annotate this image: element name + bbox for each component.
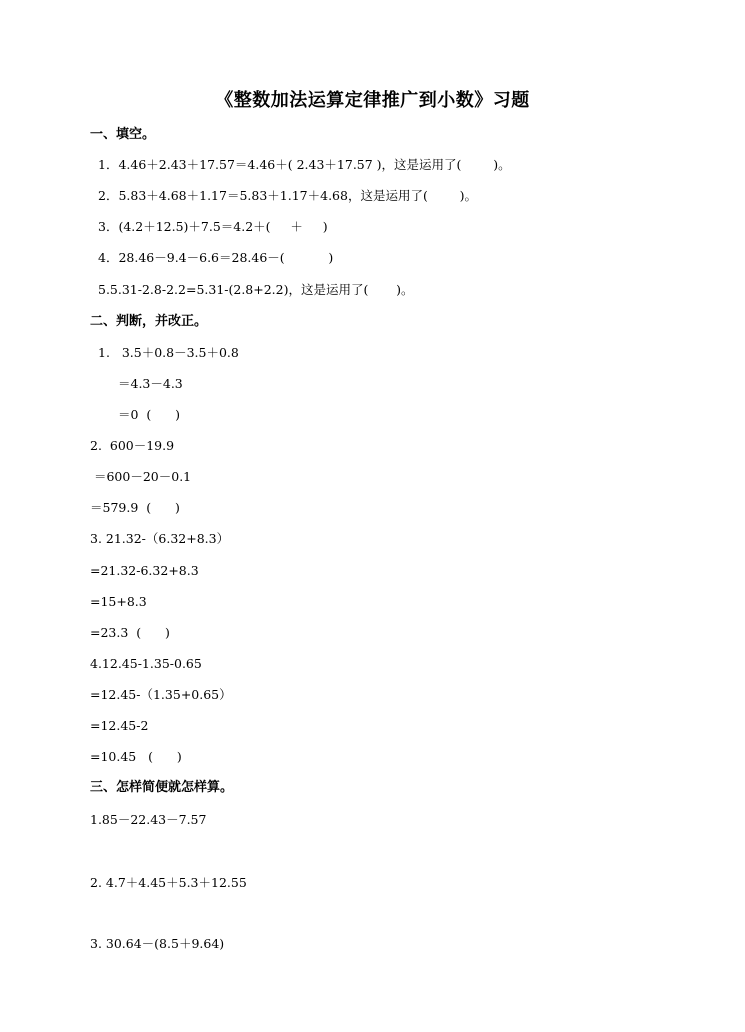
judge-q3-line-1: 3. 21.32-（6.32+8.3） [90,531,230,546]
judge-q4-line-4: =10.45 ( ) [90,749,182,764]
section-3-heading: 三、怎样简便就怎样算。 [90,780,234,795]
judge-q1-line-3: ＝0 ( ) [118,407,180,422]
fill-blank-item-5: 5.5.31-2.8-2.2=5.31-(2.8+2.2)，这是运用了( )。 [98,282,414,297]
calc-item-1: 1.85－22.43－7.57 [90,812,207,827]
page-title: 《整数加法运算定律推广到小数》习题 [215,90,530,111]
section-1-heading: 一、填空。 [90,127,156,142]
fill-blank-item-4: 4．28.46－9.4－6.6＝28.46－( ) [98,250,334,265]
fill-blank-item-1: 1．4.46＋2.43＋17.57＝4.46＋( 2.43＋17.57 )，这是运用了( )。 [98,157,511,172]
judge-q2-line-1: 2. 600－19.9 [90,438,175,453]
judge-q1-line-1: 1. 3.5＋0.8－3.5＋0.8 [98,345,239,360]
judge-q1-line-2: ＝4.3－4.3 [118,376,183,391]
judge-q4-line-1: 4.12.45-1.35-0.65 [90,656,202,671]
fill-blank-item-2: 2．5.83＋4.68＋1.17＝5.83＋1.17＋4.68，这是运用了( )。 [98,188,477,203]
judge-q3-line-4: =23.3 ( ) [90,625,170,640]
judge-q3-line-2: =21.32-6.32+8.3 [90,563,199,578]
calc-item-3: 3. 30.64－(8.5＋9.64) [90,936,225,951]
judge-q4-line-2: =12.45-（1.35+0.65） [90,687,232,702]
fill-blank-item-3: 3．(4.2＋12.5)＋7.5＝4.2＋( ＋ ) [98,219,328,234]
judge-q2-line-3: ＝579.9 ( ) [90,500,180,515]
section-2-heading: 二、判断，并改正。 [90,314,208,329]
judge-q2-line-2: ＝600－20－0.1 [90,469,192,484]
calc-item-2: 2. 4.7＋4.45＋5.3＋12.55 [90,875,247,890]
judge-q3-line-3: =15+8.3 [90,594,147,609]
judge-q4-line-3: =12.45-2 [90,718,149,733]
